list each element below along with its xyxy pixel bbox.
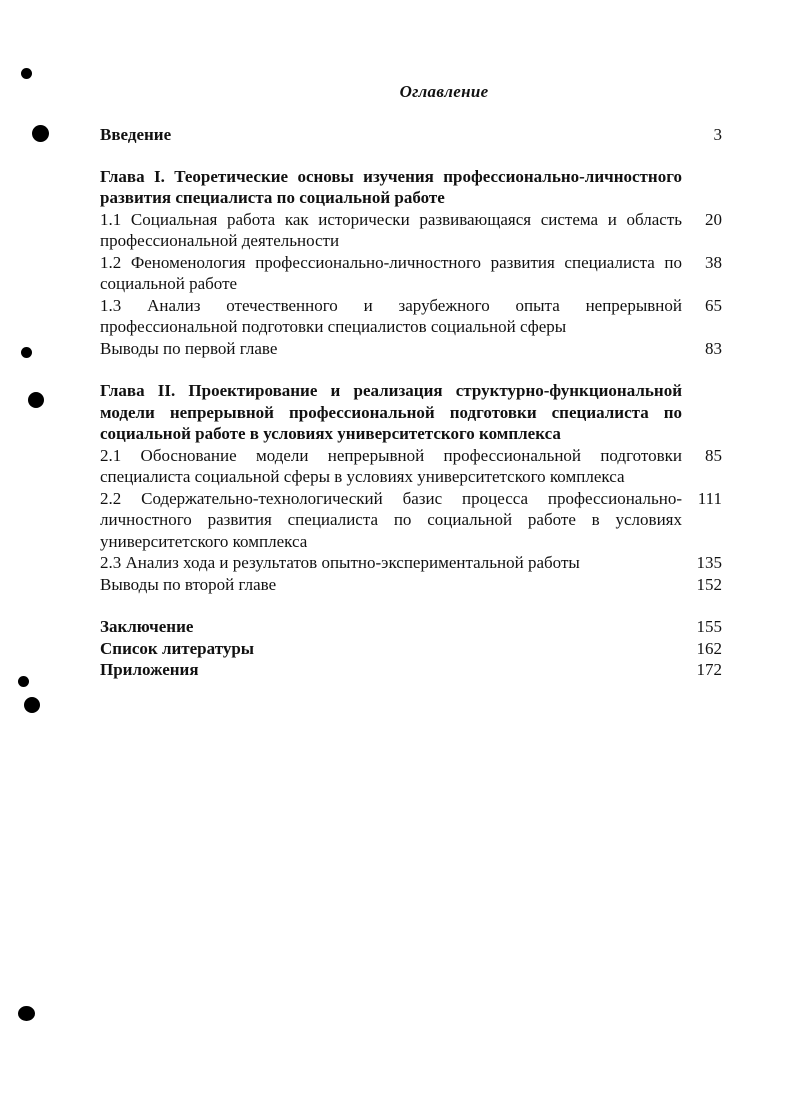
punch-hole-mark [18, 676, 29, 687]
toc-entry-references [100, 638, 722, 660]
page-title: Оглавление [399, 82, 489, 101]
toc-entry-label: 2.2 Содержательно-технологический базис процесса профессионально-личностного развития специалиста по социальной работе в условиях университетского комплекса [100, 488, 682, 551]
toc-entry-page: 3 [713, 125, 722, 144]
toc-entry-label: 2.3 Анализ хода и результатов опытно-экспериментальной работы [100, 553, 580, 572]
toc-entry-page: 155 [696, 617, 722, 636]
toc-entry-label: Список литературы [100, 638, 255, 658]
punch-hole-mark [32, 125, 49, 142]
toc-entry [100, 338, 722, 360]
toc-entry [100, 295, 722, 338]
toc-entry-page: 85 [705, 445, 722, 465]
toc-entry-page: 111 [697, 488, 722, 508]
toc-entry-label: 1.2 Феноменология профессионально-личностного развития специалиста по социальной работе [100, 252, 682, 293]
toc-entry-label: 1.3 Анализ отечественного и зарубежного опыта непрерывной профессиональной подготовки специалистов социальной сферы [100, 295, 682, 336]
toc-entry [100, 252, 722, 295]
toc-entry-page: 38 [705, 252, 722, 272]
punch-hole-mark [18, 1006, 35, 1021]
toc-entry-page: 135 [696, 553, 722, 572]
toc-entry [100, 574, 722, 596]
toc-entry-label: 1.1 Социальная работа как исторически развивающаяся система и область профессиональной деятельности [100, 209, 682, 250]
table-of-contents [100, 124, 722, 681]
toc-entry-label: Приложения [100, 660, 199, 679]
toc-entry-label: Выводы по первой главе [100, 338, 278, 358]
toc-entry-label: Введение [100, 125, 172, 144]
toc-entry-label: 2.1 Обоснование модели непрерывной профессиональной подготовки специалиста социальной сферы в условиях университетского комплекса [100, 445, 682, 486]
toc-entry-label: Заключение [100, 617, 194, 636]
chapter-2-heading: Глава II. Проектирование и реализация структурно-функциональной модели непрерывной профессиональной подготовки специалиста по социальной работе в условиях университетского комплекса [100, 381, 682, 443]
punch-hole-mark [21, 68, 32, 79]
toc-entry-conclusion [100, 616, 722, 638]
punch-hole-mark [21, 347, 32, 358]
toc-entry [100, 552, 722, 574]
toc-entry-appendices [100, 659, 722, 681]
punch-hole-mark [24, 697, 40, 713]
toc-entry [100, 445, 722, 488]
toc-entry [100, 488, 722, 553]
toc-entry-page: 65 [705, 295, 722, 315]
toc-entry [100, 209, 722, 252]
punch-hole-mark [28, 392, 44, 408]
toc-entry-page: 152 [696, 574, 722, 594]
toc-entry-label: Выводы по второй главе [100, 574, 277, 594]
toc-entry-page: 83 [705, 338, 722, 358]
toc-entry-page: 20 [705, 209, 722, 229]
chapter-1-heading: Глава I. Теоретические основы изучения профессионально-личностного развития специалиста по социальной работе [100, 166, 682, 207]
toc-entry-introduction [100, 124, 722, 146]
toc-entry-page: 162 [696, 638, 722, 658]
toc-entry-page: 172 [696, 660, 722, 679]
